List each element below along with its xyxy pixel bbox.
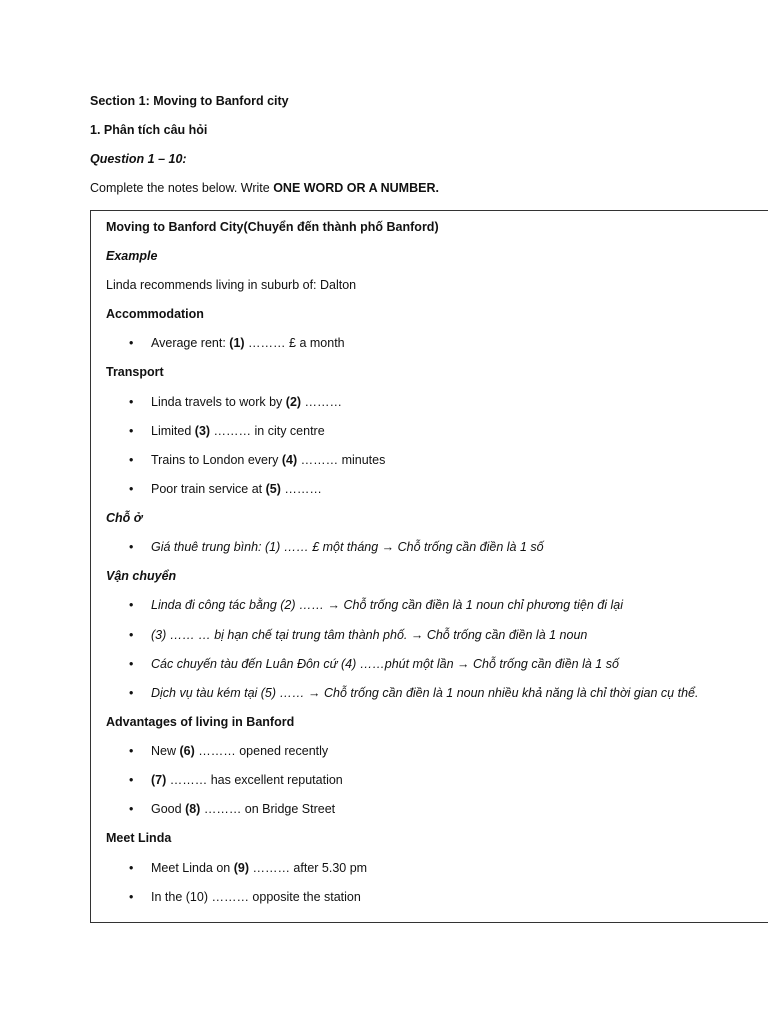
question-range: Question 1 – 10: bbox=[90, 152, 187, 166]
analysis-title: 1. Phân tích câu hỏi bbox=[90, 123, 208, 137]
list-item bbox=[129, 453, 386, 467]
list-item bbox=[129, 336, 345, 350]
list-item bbox=[129, 657, 619, 671]
list-item bbox=[129, 540, 544, 554]
item-text: Average rent: bbox=[151, 336, 230, 350]
bullet-icon: • bbox=[129, 861, 134, 875]
item-blank: ……… minutes bbox=[297, 453, 386, 467]
list-item bbox=[129, 744, 329, 758]
bullet-icon: • bbox=[129, 773, 134, 787]
item-blank: ……… bbox=[280, 482, 322, 496]
list-item bbox=[129, 424, 325, 438]
item-text: Giá thuê trung bình: (1) …… £ một tháng → Chỗ trống cần điền là 1 số bbox=[151, 540, 544, 554]
item-text: Good bbox=[151, 802, 186, 816]
list-item bbox=[129, 890, 361, 904]
item-number: (9) bbox=[233, 861, 249, 875]
item-number: (2) bbox=[285, 395, 302, 409]
item-number: (4) bbox=[281, 453, 298, 467]
item-text: New bbox=[151, 744, 180, 758]
item-text: Dịch vụ tàu kém tại (5) …… → Chỗ trống cần điền là 1 noun nhiều khả năng là chỉ thời gian cụ thể. bbox=[151, 686, 699, 700]
example-heading: Example bbox=[106, 249, 158, 263]
meet-heading: Meet Linda bbox=[106, 831, 172, 845]
item-number: (8) bbox=[185, 802, 201, 816]
item-blank: ……… after 5.30 pm bbox=[248, 861, 368, 875]
example-text: Linda recommends living in suburb of: Dalton bbox=[106, 278, 357, 292]
item-text: Poor train service at bbox=[151, 482, 266, 496]
item-text: Các chuyến tàu đến Luân Đôn cứ (4) ……phút một lần → Chỗ trống cần điền là 1 số bbox=[151, 657, 619, 671]
bullet-icon: • bbox=[129, 686, 134, 700]
list-item bbox=[129, 482, 322, 496]
item-blank: ……… in city centre bbox=[210, 424, 325, 438]
advantages-heading: Advantages of living in Banford bbox=[106, 715, 295, 729]
item-text: Limited bbox=[151, 424, 195, 438]
notes-box bbox=[90, 210, 768, 923]
item-number: (7) bbox=[151, 773, 167, 787]
bullet-icon: • bbox=[129, 482, 134, 496]
instruction-emphasis: ONE WORD OR A NUMBER. bbox=[273, 181, 439, 195]
item-blank: ……… has excellent reputation bbox=[166, 773, 343, 787]
item-blank: ……… opened recently bbox=[194, 744, 329, 758]
bullet-icon: • bbox=[129, 890, 134, 904]
item-text: Meet Linda on bbox=[151, 861, 234, 875]
item-number: (5) bbox=[265, 482, 281, 496]
list-item bbox=[129, 395, 343, 409]
list-item bbox=[129, 628, 588, 642]
bullet-icon: • bbox=[129, 336, 134, 350]
box-title: Moving to Banford City(Chuyển đến thành phố Banford) bbox=[106, 220, 439, 234]
item-number: (1) bbox=[229, 336, 245, 350]
list-item bbox=[129, 686, 699, 700]
section-title: Section 1: Moving to Banford city bbox=[90, 94, 289, 108]
vn-transport-heading: Vận chuyển bbox=[106, 569, 177, 583]
bullet-icon: • bbox=[129, 598, 134, 612]
item-text: In the (10) ……… opposite the station bbox=[151, 890, 361, 904]
accommodation-heading: Accommodation bbox=[106, 307, 204, 321]
item-text: (3) …… … bị hạn chế tại trung tâm thành phố. → Chỗ trống cần điền là 1 noun bbox=[151, 628, 588, 642]
bullet-icon: • bbox=[129, 395, 134, 409]
list-item bbox=[129, 598, 624, 612]
item-text: Linda đi công tác bằng (2) …… → Chỗ trống cần điền là 1 noun chỉ phương tiện đi lại bbox=[151, 598, 624, 612]
item-blank: ……… on Bridge Street bbox=[200, 802, 336, 816]
item-text: Linda travels to work by bbox=[151, 395, 286, 409]
list-item bbox=[129, 773, 343, 787]
vn-accommodation-heading: Chỗ ở bbox=[106, 511, 143, 525]
bullet-icon: • bbox=[129, 540, 134, 554]
bullet-icon: • bbox=[129, 802, 134, 816]
list-item bbox=[129, 861, 368, 875]
item-blank: ……… bbox=[301, 395, 343, 409]
bullet-icon: • bbox=[129, 628, 134, 642]
instruction-text: Complete the notes below. Write bbox=[90, 181, 274, 195]
list-item bbox=[129, 802, 336, 816]
item-number: (6) bbox=[179, 744, 195, 758]
bullet-icon: • bbox=[129, 657, 134, 671]
item-number: (3) bbox=[194, 424, 211, 438]
instruction bbox=[90, 181, 439, 195]
bullet-icon: • bbox=[129, 453, 134, 467]
item-text: Trains to London every bbox=[151, 453, 282, 467]
bullet-icon: • bbox=[129, 424, 134, 438]
item-blank: ……… £ a month bbox=[244, 336, 345, 350]
transport-heading: Transport bbox=[106, 365, 164, 379]
bullet-icon: • bbox=[129, 744, 134, 758]
